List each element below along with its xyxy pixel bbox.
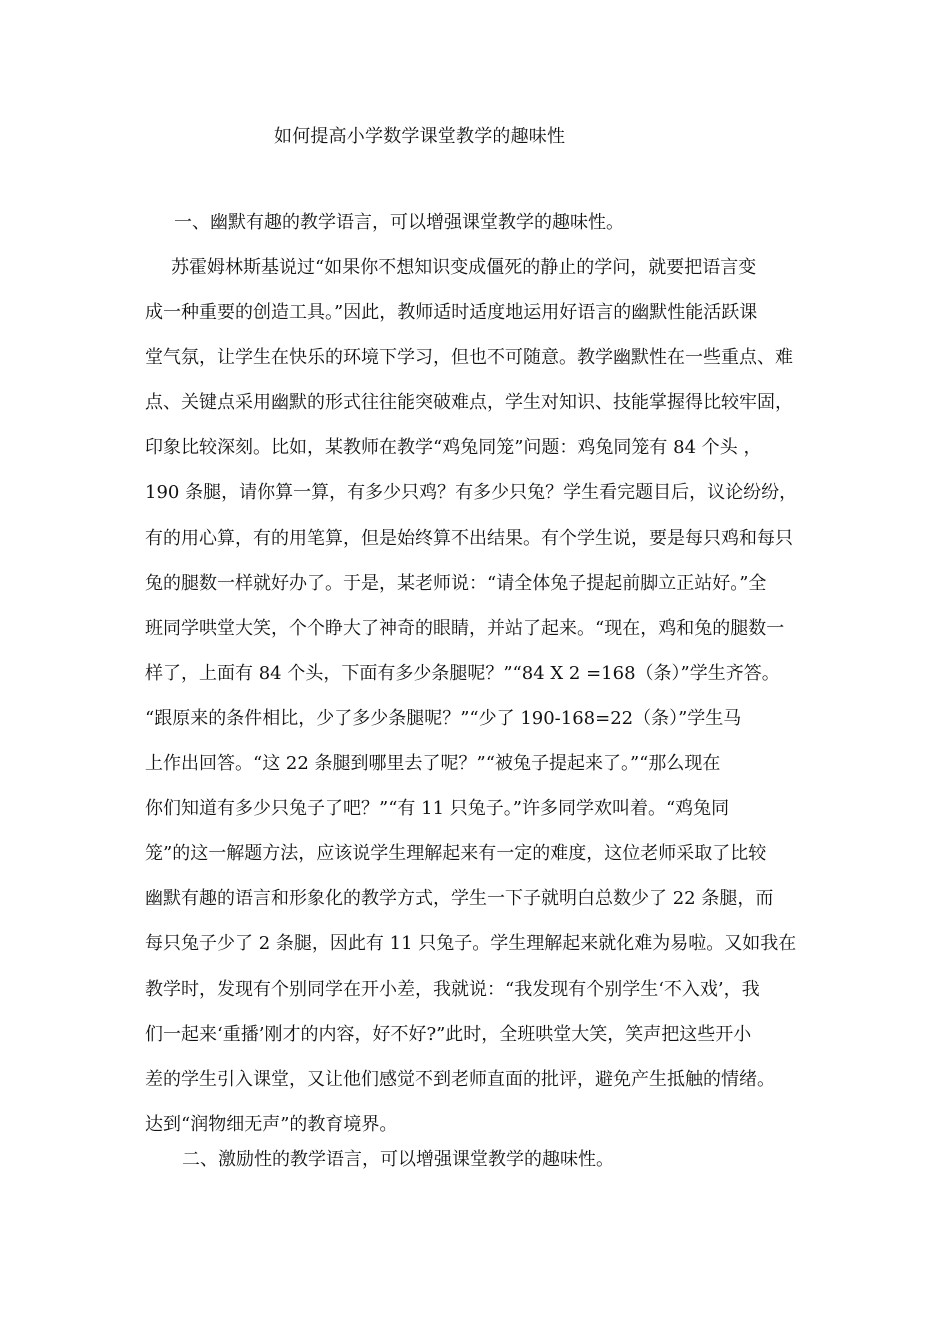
paragraph-line: 每只兔子少了 2 条腿，因此有 11 只兔子。学生理解起来就化难为易啦。又如我在 xyxy=(145,933,797,955)
paragraph-line: 差的学生引入课堂，又让他们感觉不到老师直面的批评，避免产生抵触的情绪。 xyxy=(145,1068,775,1090)
paragraph-line: 堂气氛，让学生在快乐的环境下学习，但也不可随意。教学幽默性在一些重点、难 xyxy=(145,347,793,369)
paragraph-line: 190 条腿，请你算一算，有多少只鸡？有多少只兔？学生看完题目后，议论纷纷， xyxy=(145,482,798,504)
section-heading-1: 一、幽默有趣的教学语言，可以增强课堂教学的趣味性。 xyxy=(174,212,624,233)
paragraph-line: 教学时，发现有个别同学在开小差，我就说：“我发现有个别学生‘不入戏’，我 xyxy=(145,978,760,1000)
paragraph-line: 你们知道有多少只兔子了吧？”“有 11 只兔子。”许多同学欢叫着。“鸡兔同 xyxy=(145,798,730,820)
paragraph-line: 班同学哄堂大笑，个个睁大了神奇的眼睛，并站了起来。“现在，鸡和兔的腿数一 xyxy=(145,617,785,639)
paragraph-line: 们一起来‘重播’刚才的内容，好不好?”此时，全班哄堂大笑，笑声把这些开小 xyxy=(145,1023,752,1045)
paragraph-line: 兔的腿数一样就好办了。于是，某老师说：“请全体兔子提起前脚立正站好。”全 xyxy=(145,572,767,594)
section-1-paragraph xyxy=(145,253,825,1155)
paragraph-line: 印象比较深刻。比如，某教师在教学“鸡兔同笼”问题：鸡兔同笼有 84 个头 ， xyxy=(145,437,762,459)
paragraph-line: 点、关键点采用幽默的形式往往能突破难点，学生对知识、技能掌握得比较牢固， xyxy=(145,392,793,414)
paragraph-line: 样了，上面有 84 个头，下面有多少条腿呢？”“84 X 2 =168（条）”学生齐答。 xyxy=(145,662,780,684)
paragraph-line: 笼”的这一解题方法，应该说学生理解起来有一定的难度，这位老师采取了比较 xyxy=(145,843,767,865)
paragraph-line: 幽默有趣的语言和形象化的教学方式，学生一下子就明白总数少了 22 条腿，而 xyxy=(145,888,774,910)
paragraph-line: 达到“润物细无声”的教育境界。 xyxy=(145,1113,398,1135)
section-heading-2: 二、激励性的教学语言，可以增强课堂教学的趣味性。 xyxy=(182,1149,614,1170)
paragraph-line: 有的用心算，有的用笔算，但是始终算不出结果。有个学生说，要是每只鸡和每只 xyxy=(145,527,793,549)
paragraph-line: “跟原来的条件相比，少了多少条腿呢？”“少了 190-168=22（条）”学生马 xyxy=(145,707,742,729)
paragraph-line: 成一种重要的创造工具。”因此，教师适时适度地运用好语言的幽默性能活跃课 xyxy=(145,302,758,324)
paragraph-line: 苏霍姆林斯基说过“如果你不想知识变成僵死的静止的学问，就要把语言变 xyxy=(171,257,757,278)
document-title: 如何提高小学数学课堂教学的趣味性 xyxy=(274,126,566,147)
paragraph-line: 上作出回答。“这 22 条腿到哪里去了呢？”“被兔子提起来了。”“那么现在 xyxy=(145,753,721,775)
